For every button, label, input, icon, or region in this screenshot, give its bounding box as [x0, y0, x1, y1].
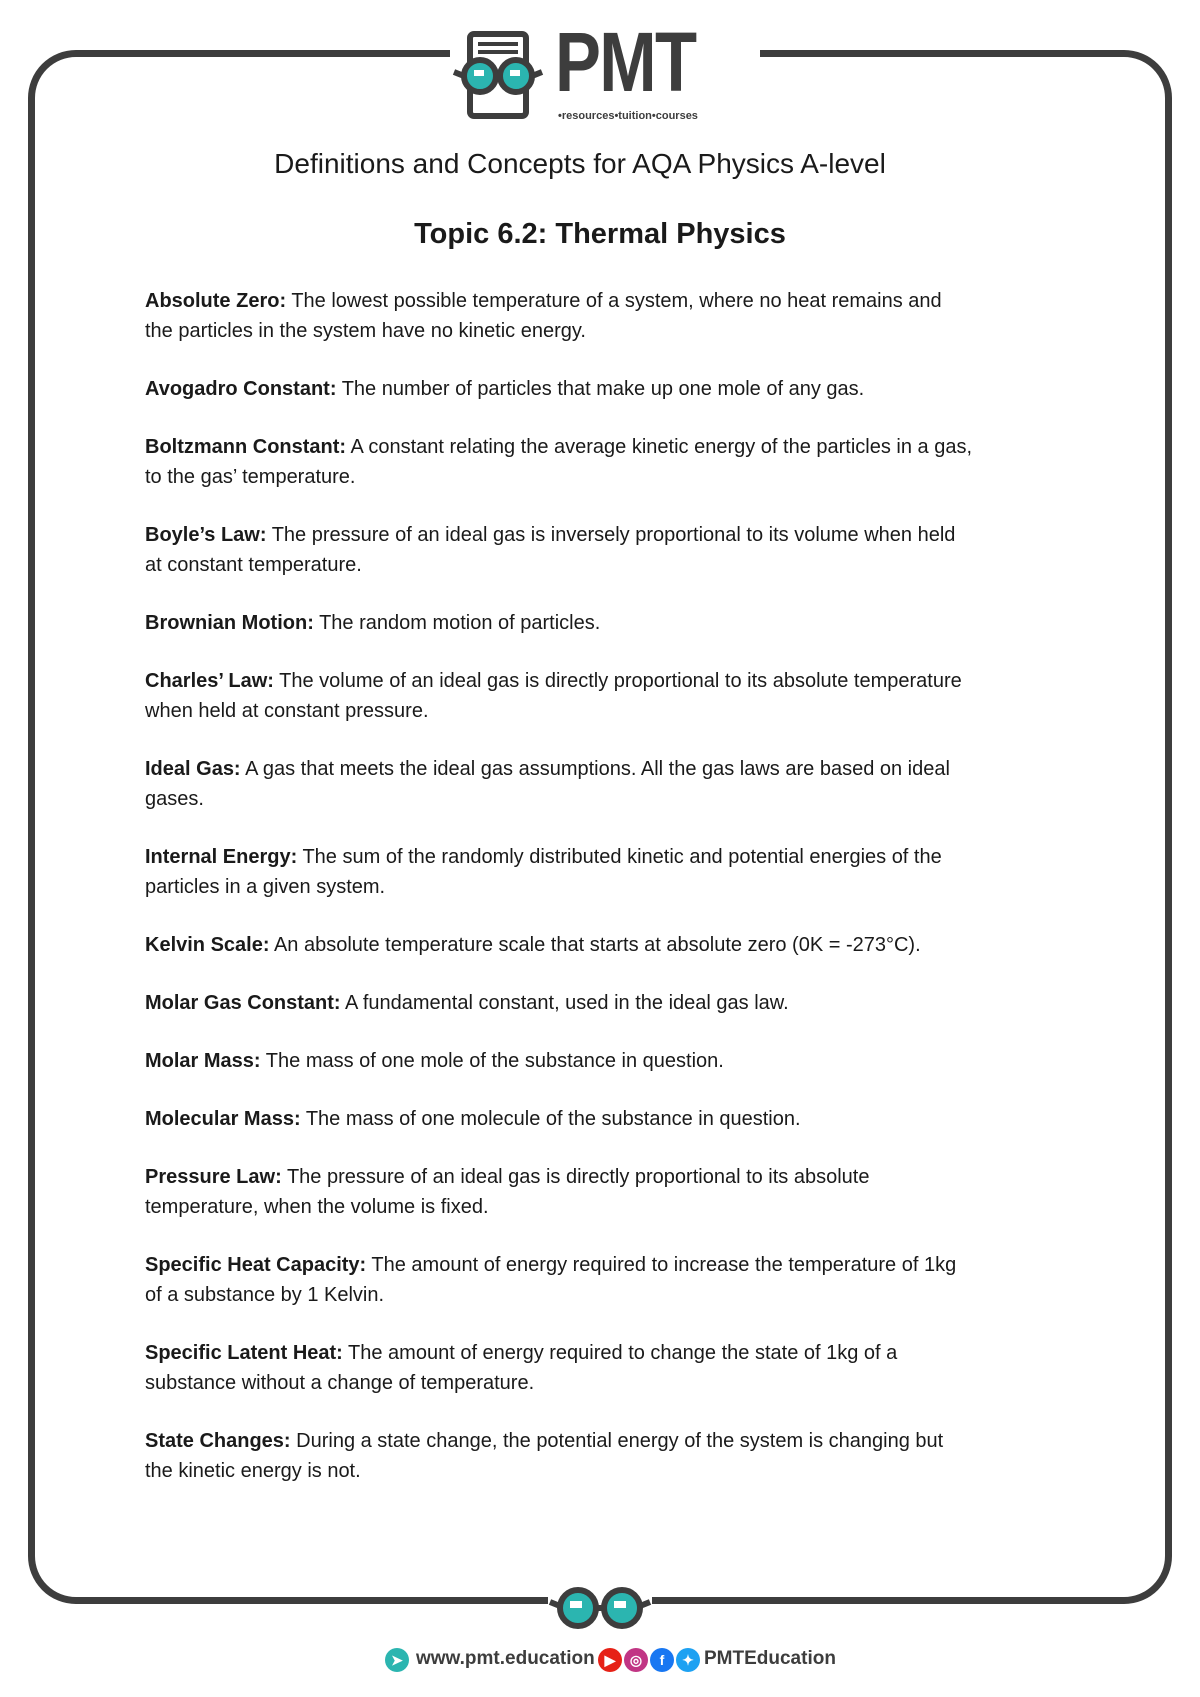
definition-item	[145, 520, 975, 580]
topic-title: Topic 6.2: Thermal Physics	[414, 218, 786, 250]
definition-text: The pressure of an ideal gas is inversely proportional to its volume when held at constant temperature.	[145, 524, 956, 576]
definition-term: State Changes:	[145, 1430, 291, 1452]
definition-text: The mass of one molecule of the substance in question.	[305, 1108, 801, 1130]
footer	[0, 1648, 1200, 1678]
twitter-icon[interactable]: ✦	[676, 1648, 700, 1672]
definition-text: The random motion of particles.	[319, 612, 601, 634]
definition-item	[145, 374, 975, 404]
definition-term: Charles’ Law:	[145, 670, 274, 692]
definition-item	[145, 1162, 975, 1222]
definition-text: The amount of energy required to increase the temperature of 1kg of a substance by 1 Kelvin.	[145, 1254, 957, 1306]
definitions-list	[145, 286, 975, 1514]
definition-term: Brownian Motion:	[145, 612, 314, 634]
pmt-logo	[450, 15, 760, 134]
definition-term: Internal Energy:	[145, 846, 298, 868]
logo-text: PMT	[555, 15, 696, 109]
definition-text: The sum of the randomly distributed kinetic and potential energies of the particles in a given system.	[145, 846, 942, 898]
definition-text: The amount of energy required to change the state of 1kg of a substance without a change of temperature.	[145, 1342, 898, 1394]
definition-term: Molar Gas Constant:	[145, 992, 341, 1014]
definition-text: The lowest possible temperature of a system, where no heat remains and the particles in the system have no kinetic energy.	[145, 290, 942, 342]
definition-term: Pressure Law:	[145, 1166, 282, 1188]
definition-text: A fundamental constant, used in the ideal gas law.	[345, 992, 789, 1014]
definition-term: Molar Mass:	[145, 1050, 261, 1072]
definition-text: The pressure of an ideal gas is directly proportional to its absolute temperature, when the volume is fixed.	[145, 1166, 870, 1218]
definition-item	[145, 754, 975, 814]
definition-item	[145, 608, 975, 638]
cursor-icon: ➤	[385, 1648, 409, 1672]
definition-text: The volume of an ideal gas is directly proportional to its absolute temperature when held at constant pressure.	[145, 670, 962, 722]
definition-item	[145, 286, 975, 346]
definition-item	[145, 1104, 975, 1134]
definition-term: Specific Latent Heat:	[145, 1342, 343, 1364]
definition-term: Molecular Mass:	[145, 1108, 301, 1130]
definition-text: The mass of one mole of the substance in question.	[265, 1050, 724, 1072]
definition-item	[145, 1426, 975, 1486]
definition-text: During a state change, the potential energy of the system is changing but the kinetic energy is not.	[145, 1430, 944, 1482]
definition-item	[145, 988, 975, 1018]
website-link[interactable]: www.pmt.education	[416, 1648, 595, 1669]
definition-term: Absolute Zero:	[145, 290, 287, 312]
youtube-icon[interactable]: ▶	[598, 1648, 622, 1672]
pmt-logo-icon	[450, 30, 550, 130]
definition-item	[145, 1250, 975, 1310]
definition-text: A gas that meets the ideal gas assumptions. All the gas laws are based on ideal gases.	[145, 758, 950, 810]
social-handle: PMTEducation	[704, 1648, 836, 1669]
document-title: Definitions and Concepts for AQA Physics A-level	[274, 148, 886, 179]
facebook-icon[interactable]: f	[650, 1648, 674, 1672]
definition-term: Avogadro Constant:	[145, 378, 337, 400]
definition-item	[145, 1338, 975, 1398]
definition-term: Boyle’s Law:	[145, 524, 267, 546]
definition-item	[145, 666, 975, 726]
definition-text: The number of particles that make up one mole of any gas.	[341, 378, 865, 400]
definition-item	[145, 842, 975, 902]
glasses-icon	[548, 1582, 652, 1636]
logo-tagline: •resources•tuition•courses	[558, 110, 698, 122]
definition-item	[145, 1046, 975, 1076]
definition-term: Kelvin Scale:	[145, 934, 270, 956]
definition-item	[145, 432, 975, 492]
definition-text: A constant relating the average kinetic energy of the particles in a gas, to the gas’ temperature.	[145, 436, 973, 488]
instagram-icon[interactable]: ◎	[624, 1648, 648, 1672]
definition-term: Boltzmann Constant:	[145, 436, 347, 458]
definition-term: Ideal Gas:	[145, 758, 241, 780]
definition-item	[145, 930, 975, 960]
definition-term: Specific Heat Capacity:	[145, 1254, 367, 1276]
definition-text: An absolute temperature scale that starts at absolute zero (0K = -273°C).	[273, 934, 921, 956]
